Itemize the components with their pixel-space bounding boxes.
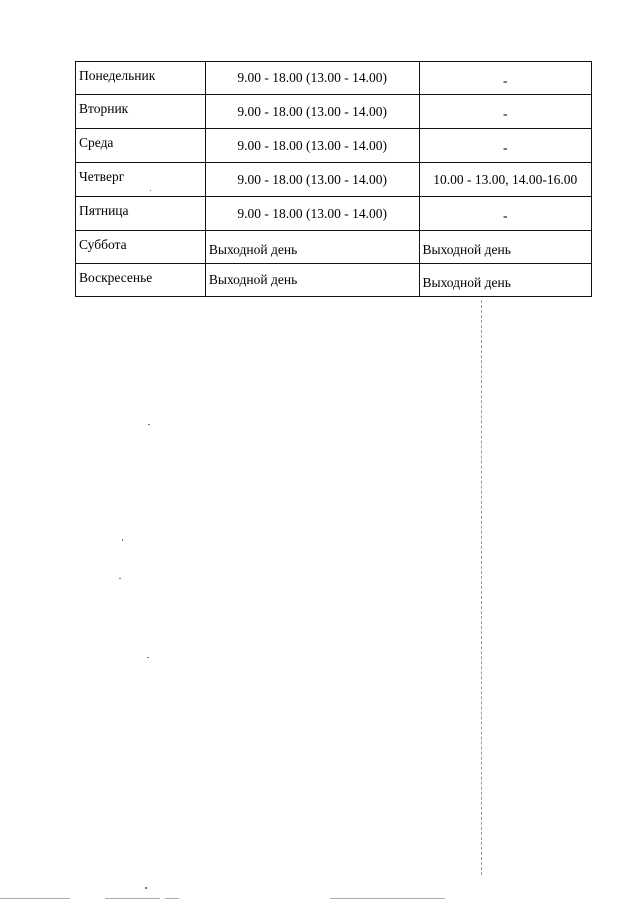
- reception-cell: Выходной день: [419, 264, 592, 297]
- day-cell: Воскресенье: [76, 264, 206, 297]
- scan-speck: [119, 578, 121, 579]
- table-row: [76, 95, 592, 129]
- scan-edge-line: [165, 898, 179, 899]
- day-cell: Суббота: [76, 231, 206, 264]
- hours-cell: Выходной день: [205, 231, 419, 264]
- scan-speck: [122, 539, 123, 541]
- reception-cell: -: [419, 197, 592, 231]
- day-cell: Пятница: [76, 197, 206, 231]
- table-row: [76, 231, 592, 264]
- scan-speck: [148, 424, 150, 425]
- table-row: [76, 264, 592, 297]
- table-row: [76, 163, 592, 197]
- table-row: [76, 197, 592, 231]
- table-row: [76, 62, 592, 95]
- reception-cell: 10.00 - 13.00, 14.00-16.00: [419, 163, 592, 197]
- hours-cell: 9.00 - 18.00 (13.00 - 14.00): [205, 163, 419, 197]
- scan-speck: [145, 887, 147, 889]
- hours-cell: 9.00 - 18.00 (13.00 - 14.00): [205, 62, 419, 95]
- reception-cell: -: [419, 129, 592, 163]
- scan-fold-line: [481, 300, 482, 875]
- reception-cell: -: [419, 62, 592, 95]
- reception-cell: Выходной день: [419, 231, 592, 264]
- hours-cell: Выходной день: [205, 264, 419, 297]
- hours-cell: 9.00 - 18.00 (13.00 - 14.00): [205, 129, 419, 163]
- scan-speck: [150, 190, 151, 191]
- scan-edge-line: [0, 898, 70, 899]
- day-cell: Среда: [76, 129, 206, 163]
- table-row: [76, 129, 592, 163]
- reception-cell: -: [419, 95, 592, 129]
- hours-cell: 9.00 - 18.00 (13.00 - 14.00): [205, 197, 419, 231]
- scan-edge-line: [105, 898, 160, 899]
- scan-speck: [147, 657, 149, 658]
- day-cell: Вторник: [76, 95, 206, 129]
- day-cell: Четверг: [76, 163, 206, 197]
- work-schedule-table: [75, 61, 592, 297]
- hours-cell: 9.00 - 18.00 (13.00 - 14.00): [205, 95, 419, 129]
- day-cell: Понедельник: [76, 62, 206, 95]
- scan-edge-line: [330, 898, 445, 899]
